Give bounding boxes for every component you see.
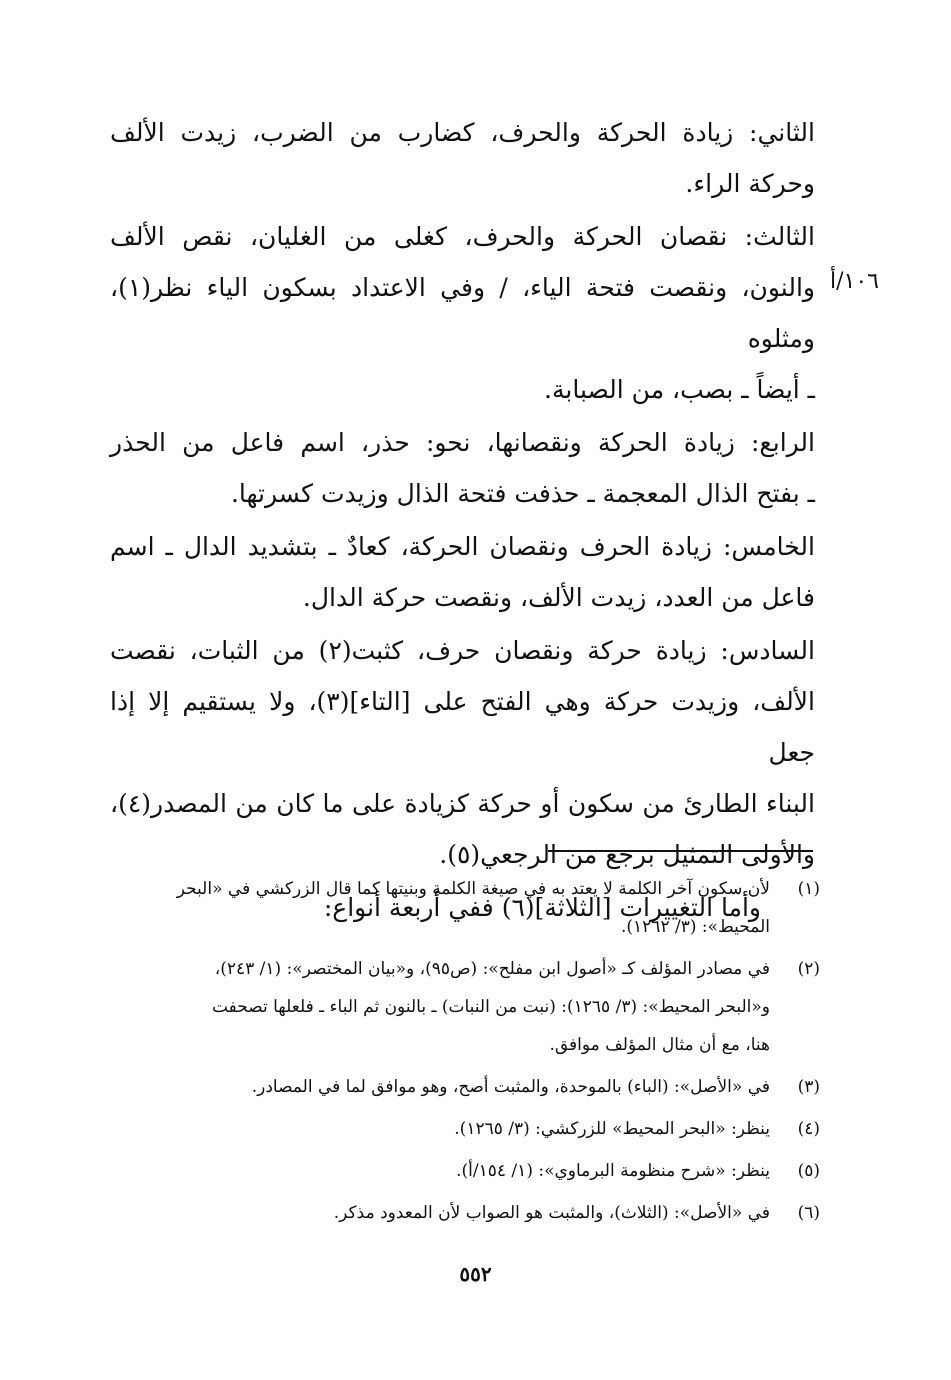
footnote-line: و«البحر المحيط»: (٣/ ١٢٦٥): (نبت من النبات) ـ بالنون ثم الباء ـ فلعلها تصحفت [211,997,770,1017]
text-line: السادس: زيادة حركة ونقصان حرف، كثبت(٢) من الثبات، نقصت [110,636,815,665]
footnote-line: المحيط»: (٣/ ١٢٦٢). [621,917,770,937]
text-line: وحركة الراء. [685,169,815,198]
footnote-number: (٦) [797,1203,820,1223]
footnote-separator [548,850,813,852]
text-line: البناء الطارئ من سكون أو حركة كزيادة على ما كان من المصدر(٤)، [110,789,815,818]
text-line: فاعل من العدد، زيدت الألف، ونقصت حركة الدال. [302,583,815,612]
footnote-number: (٤) [797,1119,820,1139]
text-line: والأولى التمثيل برجع من الرجعي(٥). [439,840,815,869]
text-line: الألف، وزيدت حركة وهي الفتح على [التاء](٣)، ولا يستقيم إلا إذا جعل [110,687,815,767]
footnote-2 [110,950,820,1064]
footnote-3 [110,1068,820,1106]
text-line: ـ بفتح الذال المعجمة ـ حذفت فتحة الذال وزيدت كسرتها. [230,479,815,508]
manuscript-folio-reference: ١٠٦/أ [830,269,879,294]
paragraph-fifth [110,521,815,623]
footnote-line: ينظر: «شرح منظومة البرماوي»: (١/ ١٥٤/أ). [456,1161,770,1181]
footnote-6 [110,1194,820,1232]
footnote-line: في «الأصل»: (الباء) بالموحدة، والمثبت أصح، وهو موافق لما في المصادر. [251,1077,770,1097]
footnote-1 [110,870,820,946]
footnote-line: ينظر: «البحر المحيط» للزركشي: (٣/ ١٢٦٥). [454,1119,770,1139]
footnotes [110,870,820,1236]
footnote-number: (٣) [797,1077,820,1097]
text-line: الثاني: زيادة الحركة والحرف، كضارب من الضرب، زيدت الألف [110,118,815,147]
text-line: والنون، ونقصت فتحة الياء، / وفي الاعتداد بسكون الياء نظر(١)، ومثلوه [110,273,815,353]
text-line: ـ أيضاً ـ بصب، من الصبابة. [544,375,815,404]
footnote-5 [110,1152,820,1190]
paragraph-sixth [110,625,815,880]
footnote-line: في «الأصل»: (الثلاث)، والمثبت هو الصواب لأن المعدود مذكر. [333,1203,770,1223]
page-number: ٥٥٢ [459,1262,492,1286]
text-line: الثالث: نقصان الحركة والحرف، كغلى من الغليان، نقص الألف [110,222,815,251]
footnote-line: لأن سكون آخر الكلمة لا يعتد به في صيغة الكلمة وبنيتها كما قال الزركشي في «البحر [176,879,770,899]
text-line: الرابع: زيادة الحركة ونقصانها، نحو: حذر، اسم فاعل من الحذر [110,428,815,457]
footnote-line: هنا، مع أن مثال المؤلف موافق. [549,1035,770,1055]
text-line: وأما التغييرات [الثلاثة](٦) ففي أربعة أنواع: [323,893,761,922]
footnote-number: (٥) [797,1161,820,1181]
footnote-number: (٢) [797,959,820,979]
paragraph-fourth [110,417,815,519]
paragraph-second [110,107,815,209]
text-line: الخامس: زيادة الحرف ونقصان الحركة، كعادٌ ـ بتشديد الدال ـ اسم [110,532,815,561]
main-text [110,107,815,935]
footnote-4 [110,1110,820,1148]
paragraph-third [110,211,815,415]
footnote-number: (١) [797,879,820,899]
footnote-line: في مصادر المؤلف كـ «أصول ابن مفلح»: (ص٩٥)، و«بيان المختصر»: (١/ ٢٤٣)، [214,959,770,979]
